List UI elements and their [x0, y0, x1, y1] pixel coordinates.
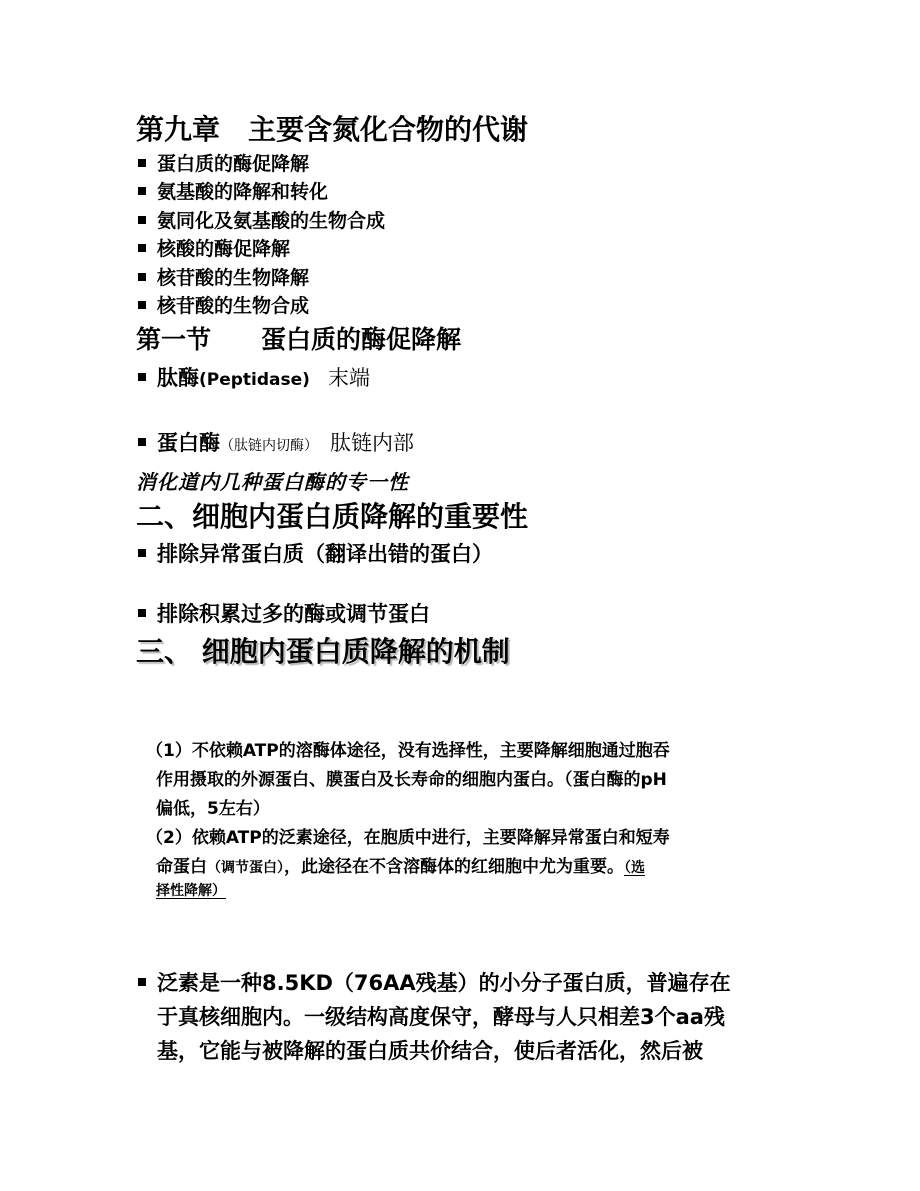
- mechanism-2-small: （调节蛋白）: [207, 860, 284, 876]
- bullet-square-icon: [138, 438, 146, 446]
- bullet-square-icon: [138, 216, 146, 224]
- topic-label: 核苷酸的生物降解: [157, 267, 310, 289]
- peptidase-item: [138, 362, 370, 392]
- mechanism-2-line1: （2）依赖ATP的泛素途径，在胞质中进行，主要降解异常蛋白和短寿: [146, 828, 670, 848]
- topic-label: 氨基酸的降解和转化: [157, 181, 329, 203]
- topic-item: [138, 291, 309, 318]
- bullet-square-icon: [138, 609, 146, 617]
- mechanism-2-tail: （选: [624, 860, 645, 876]
- protease-site: 肽链内部: [330, 431, 414, 455]
- mechanism-1-line3: 偏低，5左右）: [156, 799, 270, 819]
- importance-label: 排除异常蛋白质（翻译出错的蛋白）: [157, 542, 493, 566]
- chapter-title: 第九章 主要含氮化合物的代谢: [136, 113, 529, 146]
- importance-item: [138, 598, 430, 628]
- bullet-square-icon: [138, 373, 146, 381]
- bullet-square-icon: [138, 159, 146, 167]
- peptidase-site: 末端: [327, 366, 370, 390]
- bullet-square-icon: [138, 273, 146, 281]
- section2-title: 二、细胞内蛋白质降解的重要性: [136, 500, 529, 533]
- section1-title: 第一节 蛋白质的酶促降解: [136, 325, 462, 354]
- topic-item: [138, 177, 328, 204]
- topic-label: 氨同化及氨基酸的生物合成: [157, 210, 386, 232]
- topic-item: [138, 206, 385, 233]
- mechanism-2-line3: 择性降解）: [156, 883, 226, 899]
- ubiquitin-line2: 于真核细胞内。一级结构高度保守，酵母与人只相差3个aa残: [157, 1005, 725, 1029]
- ubiquitin-line3: 基，它能与被降解的蛋白质共价结合，使后者活化，然后被: [157, 1039, 703, 1063]
- bullet-square-icon: [138, 244, 146, 252]
- specificity-heading: 消化道内几种蛋白酶的专一性: [136, 470, 409, 494]
- topic-item: [138, 149, 309, 176]
- mechanism-2-main: 命蛋白: [156, 857, 207, 877]
- topic-label: 蛋白质的酶促降解: [157, 153, 310, 175]
- ubiquitin-item: [138, 967, 731, 997]
- ubiquitin-line1: 泛素是一种8.5KD（76AA残基）的小分子蛋白质，普遍存在: [157, 971, 731, 995]
- protease-name: 蛋白酶: [157, 431, 220, 455]
- peptidase-name: 肽酶: [157, 366, 199, 390]
- peptidase-paren: (Peptidase): [199, 370, 310, 390]
- bullet-square-icon: [138, 978, 146, 986]
- importance-label: 排除积累过多的酶或调节蛋白: [157, 602, 430, 626]
- mechanism-1-line2: 作用摄取的外源蛋白、膜蛋白及长寿命的细胞内蛋白。（蛋白酶的pH: [156, 770, 667, 790]
- topic-item: [138, 263, 309, 290]
- protease-item: [138, 427, 414, 457]
- mechanism-2-rest: ，此途径在不含溶酶体的红细胞中尤为重要。: [284, 857, 624, 877]
- topic-item: [138, 234, 290, 261]
- protease-paren: （肽链内切酶）: [220, 438, 318, 454]
- topic-label: 核苷酸的生物合成: [157, 295, 310, 317]
- section3-title: 三、 细胞内蛋白质降解的机制: [136, 635, 510, 668]
- bullet-square-icon: [138, 187, 146, 195]
- mechanism-1-line1: （1）不依赖ATP的溶酶体途径，没有选择性，主要降解细胞通过胞吞: [146, 741, 670, 761]
- topic-label: 核酸的酶促降解: [157, 238, 291, 260]
- bullet-square-icon: [138, 549, 146, 557]
- importance-item: [138, 538, 493, 568]
- mechanism-2-line2: [156, 852, 645, 877]
- bullet-square-icon: [138, 301, 146, 309]
